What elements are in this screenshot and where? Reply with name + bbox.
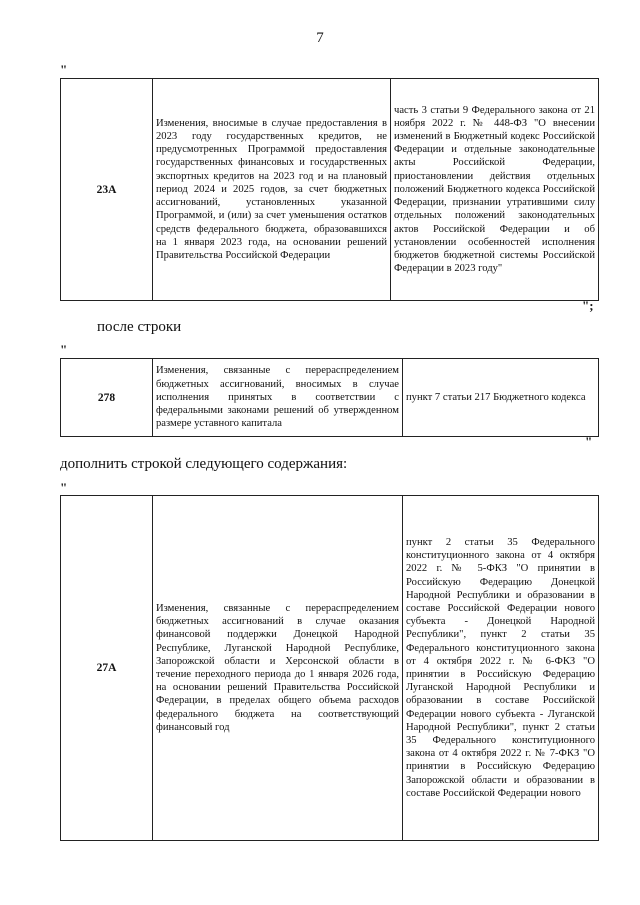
table-row	[61, 359, 599, 437]
row-description-text: Изменения, вносимые в случае предоставления в 2023 году государственных кредитов, не предусмотренных Программой предоставления государственных финансовых и государственных экспортных кредитов на 2023 год и на плановый период 2024 и 2025 годов, за счет бюджетных ассигнований, установленных указанной Программой, и (или) за счет уменьшения остатков средств федерального бюджета, образовавшихся на 1 января 2023 года, на основании решений Правительства Российской Федерации	[156, 117, 387, 261]
row-description	[153, 496, 403, 841]
row-description-text: Изменения, связанные с перераспределением бюджетных ассигнований в случае оказания финансовой поддержки Донецкой Народной Республике, Луганской Народной Республике, Запорожской области и Херсонской области в течение переходного периода до 1 января 2026 года, на основании решений Правительства Российской Федерации, в пределах общего объема расходов федерального бюджета на соответствующий финансовый год	[156, 602, 399, 733]
row-description	[153, 359, 403, 437]
row-legal-basis	[403, 496, 599, 841]
caption-add-row: дополнить строкой следующего содержания:	[60, 456, 348, 472]
row-description	[153, 79, 391, 301]
row-legal-basis	[391, 79, 599, 301]
row-legal-basis-text: пункт 2 статьи 35 Федерального конституционного закона от 4 октября 2022 г. № 5-ФКЗ "О принятии в Российскую Федерацию Донецкой Народной Республики и образовании в составе Российской Федерации нового субъекта - Донецкой Народной Республики", пункт 2 статьи 35 Федерального конституционного закона от 4 октября 2022 г. № 6-ФКЗ "О принятии в Российскую Федерацию Луганской Народной Республики и образовании в составе Российской Федерации нового субъекта - Луганской Народной Республики", пункт 2 статьи 35 Федерального конституционного закона от 4 октября 2022 г. № 7-ФКЗ "О принятии в Российскую Федерацию Запорожской области и образовании в составе Российской Федерации нового	[406, 536, 595, 799]
page-number: 7	[316, 30, 324, 46]
row-code: 27А	[61, 496, 153, 841]
opening-quote-mark: "	[60, 342, 68, 357]
amendment-table-278	[60, 358, 599, 437]
amendment-table-23a	[60, 78, 599, 301]
amendment-table-27a	[60, 495, 599, 841]
row-legal-basis-text: пункт 7 статьи 217 Бюджетного кодекса	[406, 391, 586, 403]
closing-quote-mark: ";	[582, 298, 594, 313]
table-row	[61, 496, 599, 841]
row-legal-basis-text: часть 3 статьи 9 Федерального закона от 21 ноября 2022 г. № 448-ФЗ "О внесении изменений в Бюджетный кодекс Российской Федерации и отдельные законодательные акты Российской Федерации, приостановлении действия отдельных положений Бюджетного кодекса Российской Федерации, признании утратившими силу отдельных положений законодательных актов Российской Федерации и об установлении особенностей исполнения бюджетов бюджетной системы Российской Федерации в 2023 году"	[394, 104, 595, 275]
row-legal-basis	[403, 359, 599, 437]
row-code: 23А	[61, 79, 153, 301]
table-row	[61, 79, 599, 301]
caption-after-row: после строки	[97, 319, 182, 335]
opening-quote-mark: "	[60, 480, 68, 495]
row-code: 278	[61, 359, 153, 437]
row-description-text: Изменения, связанные с перераспределением бюджетных ассигнований, вносимых в случае исполнения принятых в соответствии с федеральными законами решений об утвержденном размере уставного капитала	[156, 365, 399, 430]
opening-quote-mark: "	[60, 62, 68, 77]
closing-quote-mark: "	[585, 434, 593, 449]
